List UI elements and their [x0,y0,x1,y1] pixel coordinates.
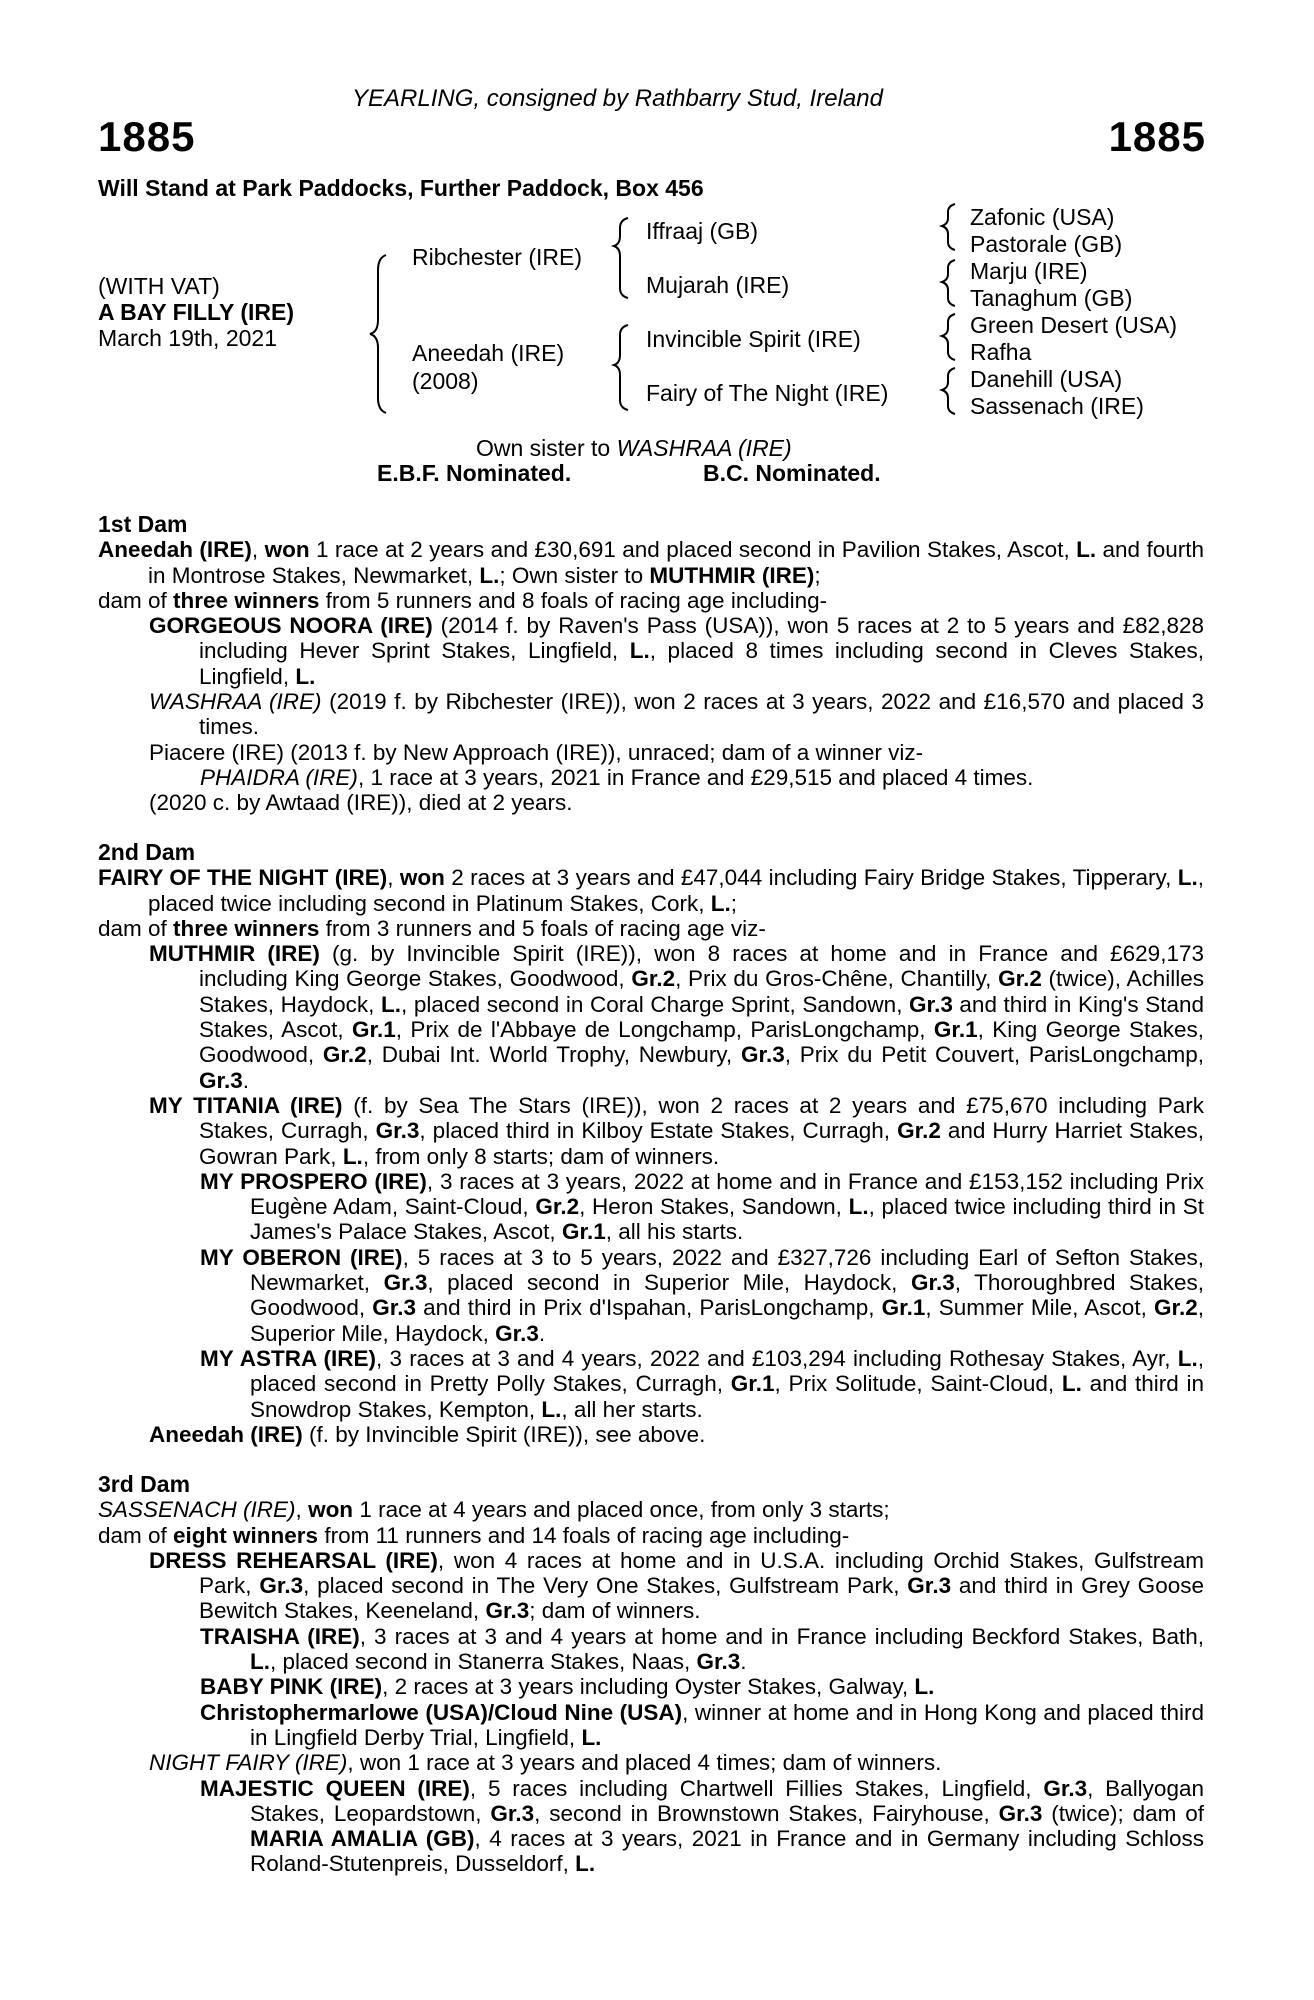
sire: Ribchester (IRE) [412,244,582,270]
horse-name: Aneedah (IRE) [149,1421,303,1447]
grade-mark: Gr.3 [375,1118,420,1144]
text: , Prix du Petit Couvert, ParisLongchamp, [784,1042,1204,1068]
text: 1 race at 2 years and £30,691 and placed second in Pavilion Stakes, Ascot, [309,537,1077,563]
own-sister-prefix: Own sister to [476,435,617,461]
grade-mark: Gr.3 [740,1042,785,1068]
text: . [740,1649,747,1675]
horse-name: Christophermarlowe (USA)/Cloud Nine (USA) [200,1699,683,1725]
g-dam-dam-dam: Sassenach (IRE) [970,393,1144,419]
horse-name: MAJESTIC QUEEN (IRE) [200,1775,470,1801]
text: and third in Grey Goose Bewitch Stakes, Keeneland, [199,1573,1204,1624]
text: , 4 races at 3 years, 2021 in France and in Germany including Schloss Roland-Stutenpreis, Dusseldorf, [250,1826,1204,1877]
text: , all his starts. [605,1219,744,1245]
second-dam-heading: 2nd Dam [98,839,196,865]
produce-aneedah [98,1422,1204,1447]
own-sister-name: WASHRAA (IRE) [616,435,792,461]
text: , Superior Mile, Haydock, [250,1295,1204,1346]
won-label: won [399,865,445,891]
dam-dam: Fairy of The Night (IRE) [646,380,889,406]
first-dam-produce-summary [98,588,1204,613]
text: Piacere (IRE) (2013 f. by New Approach (IRE)), unraced; dam of a winner viz- [149,739,924,765]
lot-number-right: 1885 [1108,113,1206,160]
text: , Prix de l'Abbaye de Longchamp, ParisLongchamp, [395,1017,934,1043]
grade-mark: L. [541,1396,562,1422]
text: from 3 runners and 5 foals of racing age viz- [319,915,766,941]
text: (g. by Invincible Spirit (IRE)), won 8 races at home and in France and £629,173 including King George Stakes, Goodwood, [199,941,1204,992]
listed-mark: L. [710,890,731,916]
produce-dress-rehearsal [98,1548,1204,1624]
text: 1 race at 4 years and placed once, from only 3 starts; [353,1497,890,1523]
text: , Dubai Int. World Trophy, Newbury, [366,1042,741,1068]
produce-2020-colt [98,790,1204,815]
horse-name: PHAIDRA (IRE) [200,764,358,790]
second-dam-produce-summary [98,916,1204,941]
text: (2019 f. by Ribchester (IRE)), won 2 races at 3 years, 2022 and £16,570 and placed 3 times. [199,689,1204,740]
grade-mark: L. [1177,1345,1198,1371]
third-dam-record [98,1497,1204,1522]
text: , from only 8 starts; dam of winners. [362,1143,720,1169]
text: , Prix du Gros-Chêne, Chantilly, [675,966,999,992]
text: , placed second in Coral Charge Sprint, Sandown, [401,991,910,1017]
third-dam-heading: 3rd Dam [98,1471,191,1497]
horse-name: MUTHMIR (IRE) [149,941,320,967]
text: 2 races at 3 years and £47,044 including Fairy Bridge Stakes, Tipperary, [444,865,1178,891]
third-dam-name: SASSENACH (IRE) [98,1497,296,1523]
text: dam of [98,1522,174,1548]
text: , placed second in Pretty Polly Stakes, Curragh, [250,1345,1204,1397]
grade-mark: Gr.3 [1043,1775,1088,1801]
grade-mark: L. [575,1851,596,1877]
won-label: won [308,1497,354,1523]
grade-mark: Gr.1 [352,1017,396,1043]
g-dam-sire-dam: Rafha [970,339,1032,365]
text: and third in King's Stand Stakes, Ascot, [199,991,1204,1043]
grade-mark: Gr.2 [631,966,676,992]
text: from 11 runners and 14 foals of racing age including- [318,1522,850,1548]
grade-mark: L. [381,991,402,1017]
horse-name: MY ASTRA (IRE) [200,1345,377,1371]
won-label: won [264,537,310,563]
produce-majestic-queen [98,1776,1204,1877]
text: (2020 c. by Awtaad (IRE)), died at 2 years. [149,790,573,816]
g-dam-dam-sire: Danehill (USA) [970,366,1123,392]
produce-piacere [98,740,1204,765]
text: and third in Prix d'Ispahan, ParisLongchamp, [415,1295,882,1321]
text: , placed second in Stanerra Stakes, Naas, [270,1649,697,1675]
text: (2014 f. by Raven's Pass (USA)), won 5 races at 2 to 5 years and £82,828 including Hever Sprint Stakes, Lingfield, [199,613,1204,664]
grade-mark: L. [581,1724,602,1750]
grade-mark: Gr.2 [535,1194,580,1220]
third-dam-section [98,1472,1204,1877]
grade-mark: L. [342,1143,363,1169]
text: . [538,1320,546,1346]
grade-mark: Gr.1 [933,1017,978,1043]
grade-mark: Gr.3 [490,1800,535,1826]
listed-mark: L. [479,562,500,588]
sire-dam: Mujarah (IRE) [646,272,790,298]
grade-mark: Gr.3 [383,1270,428,1296]
dam-sire: Invincible Spirit (IRE) [646,326,861,352]
text: and Hurry Harriet Stakes, Gowran Park, [199,1118,1205,1169]
text: ; [814,562,821,588]
produce-my-prospero [98,1169,1204,1245]
g-sire-sire-dam: Pastorale (GB) [970,231,1123,257]
produce-phaidra [98,765,1204,790]
text: , placed second in Superior Mile, Haydock, [427,1270,911,1296]
grade-mark: L. [1061,1371,1082,1397]
ebf-nominated: E.B.F. Nominated. [377,460,572,486]
text: . [242,1067,250,1093]
text: , 3 races at 3 years, 2022 at home and in France and £153,152 including Prix Eugène Adam, Saint-Cloud, [250,1168,1204,1220]
text: , winner at home and in Hong Kong and placed third in Lingfield Derby Trial, Lingfield, [250,1699,1204,1750]
text: dam of [98,587,174,613]
produce-washraa [98,689,1204,740]
horse-name: MY OBERON (IRE) [200,1244,403,1270]
grade-mark: L. [914,1674,935,1700]
grade-mark: Gr.3 [372,1295,416,1321]
listed-mark: L. [1177,865,1198,891]
grade-mark: L. [848,1194,869,1220]
grade-mark: Gr.3 [485,1598,530,1624]
produce-traisha [98,1624,1204,1675]
text: , won 1 race at 3 years and placed 4 times; dam of winners. [347,1750,942,1776]
horse-name: NIGHT FAIRY (IRE) [149,1750,348,1776]
g-sire-dam-sire: Marju (IRE) [970,258,1088,284]
text: , 3 races at 3 and 4 years, 2022 and £103,294 including Rothesay Stakes, Ayr, [376,1345,1178,1371]
third-dam-produce-summary [98,1523,1204,1548]
second-dam-record: FAIRY OF THE NIGHT (IRE), won 2 races at 3 years and £47,044 including Fairy Bridge Stakes, Tipperary, L., placed twice including second in Platinum Stakes, Cork, L.; [98,865,1204,916]
consignor-line: YEARLING, consigned by Rathbarry Stud, Ireland [352,85,883,112]
grade-mark: Gr.3 [910,1270,955,1296]
horse-name: GORGEOUS NOORA (IRE) [149,613,433,639]
grade-mark: Gr.3 [907,1573,952,1599]
vat-note: (WITH VAT) [98,273,220,299]
dam-year: (2008) [412,368,479,394]
listed-mark: L. [629,638,650,664]
first-dam-heading: 1st Dam [98,511,188,537]
horse-name: A BAY FILLY (IRE) [98,299,294,325]
text: , Prix Solitude, Saint-Cloud, [774,1371,1062,1397]
sibling-name: MUTHMIR (IRE) [649,562,815,588]
grade-mark: Gr.1 [561,1219,606,1245]
text: , Thoroughbred Stakes, Goodwood, [250,1270,1205,1321]
text: , Summer Mile, Ascot, [925,1295,1154,1321]
horse-dob: March 19th, 2021 [98,325,278,351]
text: , 3 races at 3 and 4 years at home and in France including Beckford Stakes, Bath, [359,1623,1204,1649]
text: , 5 races including Chartwell Fillies Stakes, Lingfield, [469,1775,1044,1801]
text: , all her starts. [561,1396,703,1422]
first-dam-name: Aneedah (IRE) [98,537,252,563]
text: dam of [98,915,174,941]
stable-location: Will Stand at Park Paddocks, Further Paddock, Box 456 [98,175,704,201]
horse-name: BABY PINK (IRE) [200,1674,383,1700]
grade-mark: Gr.2 [998,966,1042,992]
grade-mark: Gr.3 [495,1320,539,1346]
text: (twice); dam of [1042,1800,1204,1826]
sire-sire: Iffraaj (GB) [646,218,759,244]
text: , 5 races at 3 to 5 years, 2022 and £327,726 including Earl of Sefton Stakes, Newmarket, [250,1244,1204,1296]
bc-nominated: B.C. Nominated. [703,460,881,486]
grade-mark: Gr.2 [322,1042,367,1068]
winners-count: three winners [173,587,320,613]
grade-mark: Gr.3 [998,1800,1043,1826]
produce-my-astra [98,1346,1204,1422]
grade-mark: Gr.3 [909,991,953,1017]
text: ; [730,890,738,916]
text: and third in Snowdrop Stakes, Kempton, [250,1371,1204,1422]
text: (f. by Invincible Spirit (IRE)), see above. [302,1421,706,1447]
text: , placed twice including second in Platinum Stakes, Cork, [148,865,1204,916]
grade-mark: Gr.2 [1153,1295,1198,1321]
horse-name: DRESS REHEARSAL (IRE) [149,1547,438,1573]
text: , second in Brownstown Stakes, Fairyhouse, [534,1800,999,1826]
produce-night-fairy [98,1750,1204,1775]
produce-gorgeous-noora [98,613,1204,689]
produce-my-oberon [98,1245,1204,1346]
own-sister-note [476,436,792,461]
produce-muthmir [98,941,1204,1093]
text: ; Own sister to [499,562,650,588]
text: , placed third in Kilboy Estate Stakes, Curragh, [419,1118,898,1144]
grade-mark: L. [250,1649,270,1675]
grade-mark: Gr.1 [730,1371,775,1397]
text: , 1 race at 3 years, 2021 in France and £29,515 and placed 4 times. [357,764,1034,790]
horse-name: MY TITANIA (IRE) [149,1092,343,1118]
lot-number-left: 1885 [98,113,196,160]
text: , Heron Stakes, Sandown, [579,1194,849,1220]
text: , placed second in The Very One Stakes, Gulfstream Park, [303,1573,908,1599]
grade-mark: Gr.3 [199,1067,243,1093]
text: , 2 races at 3 years including Oyster Stakes, Galway, [382,1674,915,1700]
text: (f. by Sea The Stars (IRE)), won 2 races at 2 years and £75,670 including Park Stakes, Curragh, [199,1092,1204,1144]
text: , King George Stakes, Goodwood, [199,1017,1204,1068]
g-dam-sire-sire: Green Desert (USA) [970,312,1178,338]
text: (twice), Achilles Stakes, Haydock, [199,966,1204,1017]
dam: Aneedah (IRE) [412,340,565,366]
text: ; dam of winners. [529,1598,701,1624]
grade-mark: Gr.2 [897,1118,941,1144]
text: from 5 runners and 8 foals of racing age including- [319,587,828,613]
winners-count: eight winners [173,1522,319,1548]
horse-name: TRAISHA (IRE) [200,1623,360,1649]
grade-mark: Gr.3 [696,1649,741,1675]
horse-name: WASHRAA (IRE) [149,689,322,715]
second-dam-section [98,840,1204,1447]
text: , placed twice including third in St James's Palace Stakes, Ascot, [250,1194,1204,1245]
first-dam-record: Aneedah (IRE), won 1 race at 2 years and £30,691 and placed second in Pavilion Stakes, Ascot, L. and fourth in Montrose Stakes, Newmarket, L.; Own sister to MUTHMIR (IRE); [98,537,1204,588]
produce-christophermarlowe [98,1700,1204,1751]
g-sire-sire-sire: Zafonic (USA) [970,204,1115,230]
text: , Ballyogan Stakes, Leopardstown, [250,1775,1204,1826]
produce-my-titania [98,1093,1204,1169]
text: , won 4 races at home and in U.S.A. including Orchid Stakes, Gulfstream Park, [199,1547,1205,1599]
horse-name: MY PROSPERO (IRE) [200,1168,427,1194]
produce-baby-pink [98,1674,1204,1699]
text: , [295,1497,309,1523]
g-sire-dam-dam: Tanaghum (GB) [970,285,1133,311]
grade-mark: Gr.1 [881,1295,926,1321]
winners-count: three winners [173,915,320,941]
horse-name: MARIA AMALIA (GB) [250,1826,475,1852]
grade-mark: Gr.3 [259,1573,304,1599]
text: , placed 8 times including second in Cleves Stakes, Lingfield, [199,638,1204,689]
text: and fourth in Montrose Stakes, Newmarket, [148,537,1204,588]
listed-mark: L. [295,663,316,689]
second-dam-name: FAIRY OF THE NIGHT (IRE) [98,865,388,891]
first-dam-section [98,512,1204,816]
listed-mark: L. [1076,537,1097,563]
